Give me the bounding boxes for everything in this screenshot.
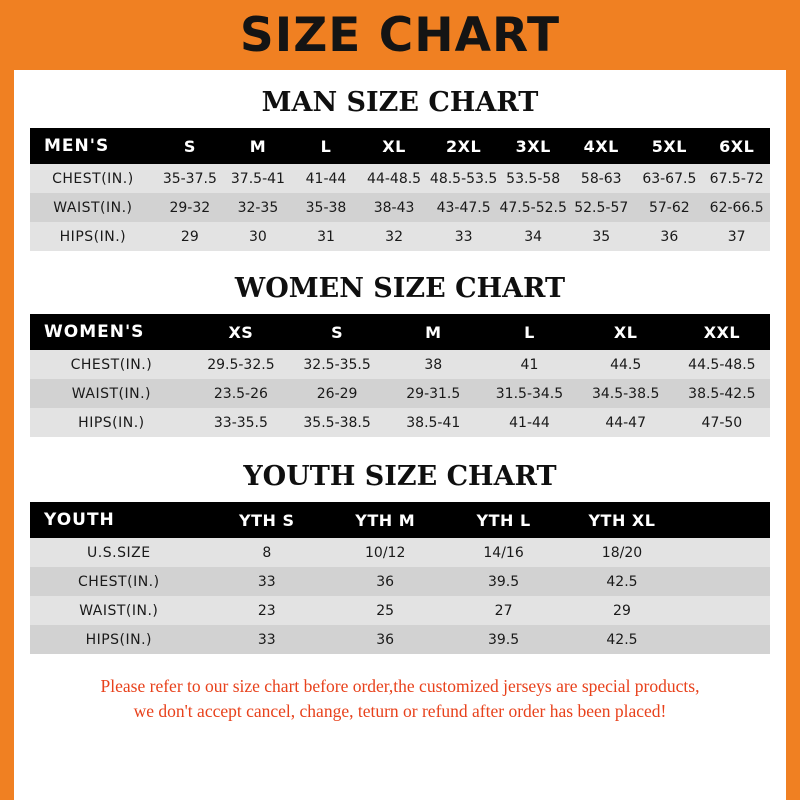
header-cell-spacer bbox=[681, 502, 770, 538]
header-cell-label: MEN'S bbox=[30, 128, 156, 164]
cell: 35 bbox=[567, 222, 635, 251]
row-label-us-size: U.S.SIZE bbox=[30, 538, 208, 567]
table-row bbox=[30, 193, 770, 222]
cell: 30 bbox=[224, 222, 292, 251]
table-row bbox=[30, 408, 770, 437]
cell-spacer bbox=[681, 596, 770, 625]
cell: 32 bbox=[360, 222, 428, 251]
header-cell-5xl: 5XL bbox=[635, 128, 703, 164]
cell: 25 bbox=[326, 596, 444, 625]
cell: 42.5 bbox=[563, 567, 681, 596]
cell: 38 bbox=[385, 350, 481, 379]
table-row bbox=[30, 379, 770, 408]
cell: 33-35.5 bbox=[193, 408, 289, 437]
header-cell-4xl: 4XL bbox=[567, 128, 635, 164]
header-cell-m: M bbox=[385, 314, 481, 350]
content-area bbox=[14, 87, 786, 725]
table-row bbox=[30, 350, 770, 379]
section-youth bbox=[30, 461, 770, 654]
cell: 62-66.5 bbox=[703, 193, 770, 222]
header-cell-l: L bbox=[292, 128, 360, 164]
cell: 29 bbox=[156, 222, 224, 251]
header-cell-xs: XS bbox=[193, 314, 289, 350]
row-label-waist: WAIST(IN.) bbox=[30, 596, 208, 625]
header-cell-label: WOMEN'S bbox=[30, 314, 193, 350]
header-cell-xl: XL bbox=[578, 314, 674, 350]
cell: 33 bbox=[428, 222, 499, 251]
cell: 43-47.5 bbox=[428, 193, 499, 222]
cell: 44.5 bbox=[578, 350, 674, 379]
cell: 34.5-38.5 bbox=[578, 379, 674, 408]
cell: 29 bbox=[563, 596, 681, 625]
cell: 41-44 bbox=[481, 408, 577, 437]
cell: 35-37.5 bbox=[156, 164, 224, 193]
cell: 48.5-53.5 bbox=[428, 164, 499, 193]
header-cell-6xl: 6XL bbox=[703, 128, 770, 164]
header-cell-yth-xl: YTH XL bbox=[563, 502, 681, 538]
cell: 47-50 bbox=[674, 408, 770, 437]
cell: 53.5-58 bbox=[499, 164, 567, 193]
header-cell-yth-s: YTH S bbox=[208, 502, 326, 538]
header-cell-s: S bbox=[289, 314, 385, 350]
cell: 39.5 bbox=[444, 625, 562, 654]
header-cell-3xl: 3XL bbox=[499, 128, 567, 164]
header-cell-m: M bbox=[224, 128, 292, 164]
table-row bbox=[30, 538, 770, 567]
disclaimer-line-1: Please refer to our size chart before order,the customized jerseys are special products, bbox=[100, 676, 700, 696]
cell-spacer bbox=[681, 567, 770, 596]
header-cell-s: S bbox=[156, 128, 224, 164]
cell: 31.5-34.5 bbox=[481, 379, 577, 408]
table-row bbox=[30, 625, 770, 654]
section-title-youth: YOUTH SIZE CHART bbox=[243, 461, 557, 492]
cell: 38-43 bbox=[360, 193, 428, 222]
cell: 47.5-52.5 bbox=[499, 193, 567, 222]
cell: 36 bbox=[635, 222, 703, 251]
row-label-waist: WAIST(IN.) bbox=[30, 193, 156, 222]
cell: 33 bbox=[208, 567, 326, 596]
row-label-waist: WAIST(IN.) bbox=[30, 379, 193, 408]
disclaimer-line-2: we don't accept cancel, change, teturn or refund after order has been placed! bbox=[133, 701, 667, 722]
cell: 8 bbox=[208, 538, 326, 567]
cell: 41-44 bbox=[292, 164, 360, 193]
page-title: SIZE CHART bbox=[239, 7, 561, 63]
header-cell-yth-m: YTH M bbox=[326, 502, 444, 538]
cell: 35.5-38.5 bbox=[289, 408, 385, 437]
table-header-row bbox=[30, 128, 770, 164]
cell: 63-67.5 bbox=[635, 164, 703, 193]
header-cell-yth-l: YTH L bbox=[444, 502, 562, 538]
cell: 26-29 bbox=[289, 379, 385, 408]
cell-spacer bbox=[681, 625, 770, 654]
cell: 31 bbox=[292, 222, 360, 251]
man-size-table bbox=[30, 128, 770, 251]
row-label-hips: HIPS(IN.) bbox=[30, 222, 156, 251]
row-label-chest: CHEST(IN.) bbox=[30, 164, 156, 193]
section-title-man: MAN SIZE CHART bbox=[261, 87, 539, 118]
section-title-women: WOMEN SIZE CHART bbox=[234, 273, 566, 304]
cell-spacer bbox=[681, 538, 770, 567]
table-header-row bbox=[30, 314, 770, 350]
cell: 38.5-42.5 bbox=[674, 379, 770, 408]
row-label-hips: HIPS(IN.) bbox=[30, 408, 193, 437]
cell: 23.5-26 bbox=[193, 379, 289, 408]
cell: 39.5 bbox=[444, 567, 562, 596]
cell: 32.5-35.5 bbox=[289, 350, 385, 379]
cell: 33 bbox=[208, 625, 326, 654]
cell: 57-62 bbox=[635, 193, 703, 222]
women-size-table bbox=[30, 314, 770, 437]
disclaimer-note bbox=[30, 674, 770, 725]
cell: 23 bbox=[208, 596, 326, 625]
header-cell-xxl: XXL bbox=[674, 314, 770, 350]
cell: 35-38 bbox=[292, 193, 360, 222]
row-label-chest: CHEST(IN.) bbox=[30, 350, 193, 379]
cell: 36 bbox=[326, 625, 444, 654]
cell: 18/20 bbox=[563, 538, 681, 567]
cell: 10/12 bbox=[326, 538, 444, 567]
cell: 58-63 bbox=[567, 164, 635, 193]
row-label-hips: HIPS(IN.) bbox=[30, 625, 208, 654]
cell: 36 bbox=[326, 567, 444, 596]
cell: 42.5 bbox=[563, 625, 681, 654]
section-women bbox=[30, 273, 770, 437]
cell: 41 bbox=[481, 350, 577, 379]
cell: 29-31.5 bbox=[385, 379, 481, 408]
cell: 44-48.5 bbox=[360, 164, 428, 193]
cell: 34 bbox=[499, 222, 567, 251]
cell: 37.5-41 bbox=[224, 164, 292, 193]
youth-size-table bbox=[30, 502, 770, 654]
cell: 67.5-72 bbox=[703, 164, 770, 193]
header-cell-2xl: 2XL bbox=[428, 128, 499, 164]
cell: 29.5-32.5 bbox=[193, 350, 289, 379]
cell: 29-32 bbox=[156, 193, 224, 222]
cell: 27 bbox=[444, 596, 562, 625]
table-row bbox=[30, 164, 770, 193]
cell: 37 bbox=[703, 222, 770, 251]
table-row bbox=[30, 567, 770, 596]
page-banner bbox=[0, 0, 800, 70]
cell: 38.5-41 bbox=[385, 408, 481, 437]
table-row bbox=[30, 222, 770, 251]
table-row bbox=[30, 596, 770, 625]
header-cell-xl: XL bbox=[360, 128, 428, 164]
cell: 32-35 bbox=[224, 193, 292, 222]
cell: 52.5-57 bbox=[567, 193, 635, 222]
cell: 44.5-48.5 bbox=[674, 350, 770, 379]
cell: 44-47 bbox=[578, 408, 674, 437]
header-cell-l: L bbox=[481, 314, 577, 350]
header-cell-label: YOUTH bbox=[30, 502, 208, 538]
cell: 14/16 bbox=[444, 538, 562, 567]
table-header-row bbox=[30, 502, 770, 538]
section-man bbox=[30, 87, 770, 251]
row-label-chest: CHEST(IN.) bbox=[30, 567, 208, 596]
